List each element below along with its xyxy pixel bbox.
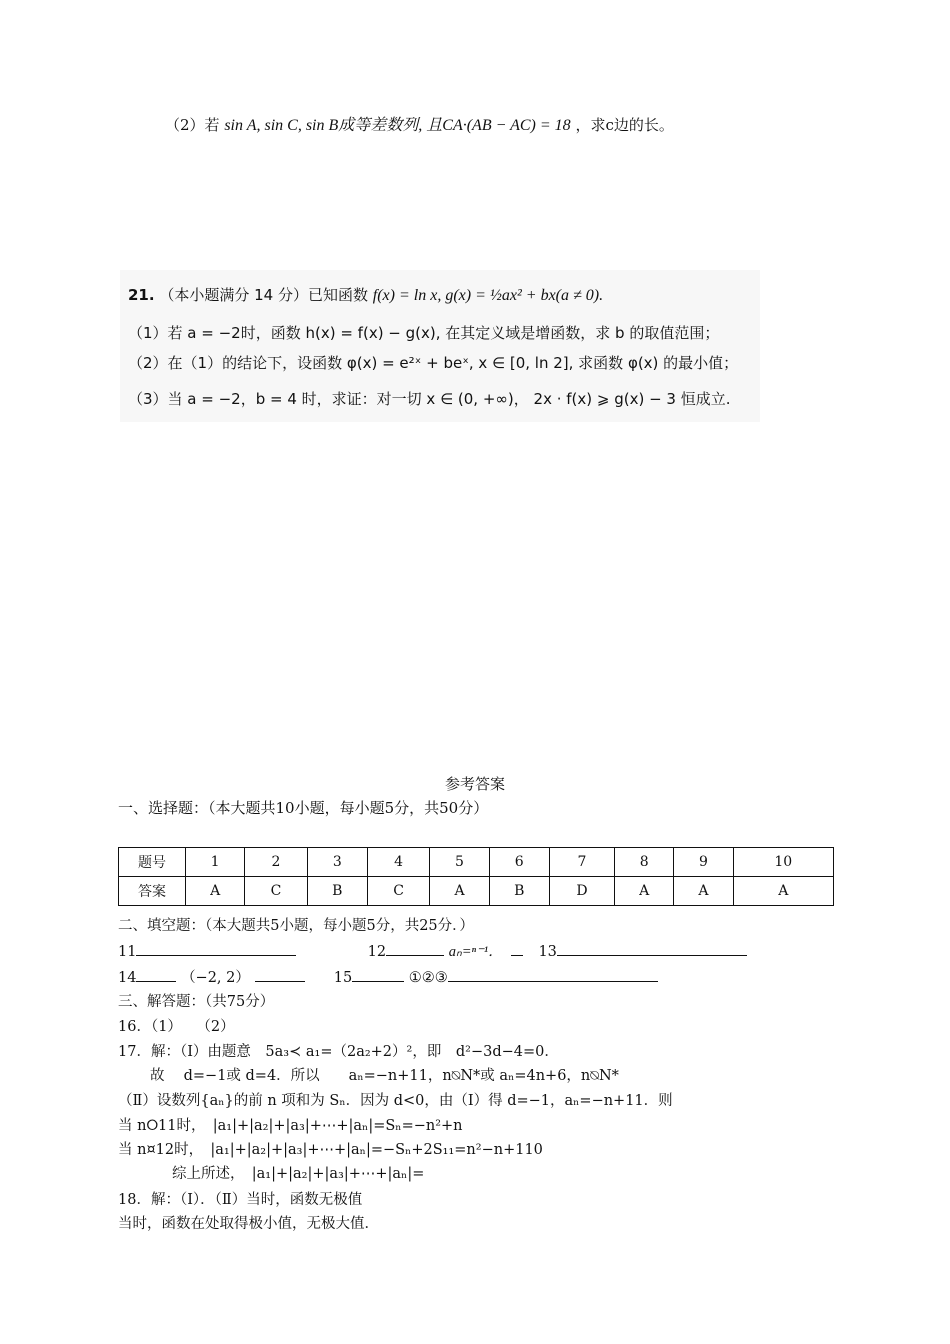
fill-q14-tail-blank [255,967,305,982]
q21-number: 21. [128,286,155,304]
q21-header-math: f(x) = ln x, g(x) = ½ax² + bx(a ≠ 0). [372,287,604,304]
fill-q15-answer: ①②③ [408,970,448,986]
q20-math: sin A, sin C, sin B成等差数列, 且CA·(AB − AC) = 18 [224,117,571,134]
table-cell-choice: A [430,877,489,906]
table-cell-choice: C [367,877,429,906]
fill-q12-answer: aₙ=ⁿ⁻¹． [448,944,503,960]
answer-17-line3: （Ⅱ）设数列{aₙ}的前 n 项和为 Sₙ．因为 d<0，由（Ⅰ）得 d=−1，aₙ=−n+11．则 [118,1093,673,1109]
table-row-choices [119,877,834,906]
fill-q14-label: 14 [118,970,137,986]
table-cell-choice: B [489,877,549,906]
fill-q11-blank [136,941,296,956]
fill-q11-label: 11 [118,944,137,960]
answer-table [118,847,834,906]
table-cell-number: 3 [307,848,367,877]
table-cell-number: 2 [245,848,307,877]
table-cell-choice: C [245,877,307,906]
question-20-part2 [165,112,674,135]
table-cell-number: 7 [549,848,614,877]
question-21-block [120,270,760,422]
q21-title [128,284,603,305]
table-cell-choice: A [615,877,674,906]
q20-prefix: （2）若 [165,116,220,134]
section2-heading: 二、填空题：（本大题共5小题，每小题5分，共25分．） [118,918,474,934]
q21-part1: （1）若 a = −2时，函数 h(x) = f(x) − g(x), 在其定义域是增函数，求 b 的取值范围； [128,324,720,342]
answer-17-line2: 故 d=−1或 d=4．所以 aₙ=−n+11，n⍉N*或 aₙ=4n+6，n⍉N* [150,1068,619,1084]
fill-q13-label: 13 [538,944,557,960]
table-answer-label: 答案 [119,877,186,906]
answer-18-line2: 当时，函数在处取得极小值，无极大值． [118,1216,379,1232]
fill-q14-answer: （−2, 2） [181,970,250,986]
answer-17-line4: 当 n⭘11时， |a₁|+|a₂|+|a₃|+⋯+|aₙ|=Sₙ=−n²+n [118,1118,463,1134]
fill-q12-blank [386,941,444,956]
fill-q13-blank [557,941,747,956]
table-cell-choice: A [186,877,245,906]
fill-q12-tail-blank [511,941,523,956]
table-header-label: 题号 [119,848,186,877]
answer-17-line1: 17．解：（Ⅰ）由题意 5a₃≺ a₁=（2a₂+2）²，即 d²−3d−4=0． [118,1044,559,1060]
table-cell-choice: D [549,877,614,906]
fill-line-2 [118,966,658,987]
q20-suffix: ，求c边的长。 [575,116,674,134]
table-cell-choice: B [307,877,367,906]
answer-18-line1: 18．解：（Ⅰ）．（Ⅱ）当时，函数无极值 [118,1192,363,1208]
q21-header: （本小题满分 14 分）已知函数 [159,286,368,304]
table-cell-number: 4 [367,848,429,877]
q21-part3: （3）当 a = −2，b = 4 时，求证：对一切 x ∈ (0, +∞)， 2x · f(x) ⩾ g(x) − 3 恒成立. [128,390,731,408]
answers-heading: 参考答案 [444,775,505,793]
fill-q15-tail-blank [448,967,658,982]
fill-q12-label: 12 [367,944,387,960]
answer-17-line6: 综上所述， |a₁|+|a₂|+|a₃|+⋯+|aₙ|= [172,1166,425,1182]
table-cell-number: 5 [430,848,489,877]
q21-part2: （2）在（1）的结论下，设函数 φ(x) = e²ˣ + beˣ, x ∈ [0, ln 2], 求函数 φ(x) 的最小值； [128,354,739,372]
answer-16: 16．（1） （2） [118,1019,235,1035]
table-row-numbers [119,848,834,877]
table-cell-number: 10 [733,848,833,877]
fill-line-1 [118,940,747,961]
fill-q15-label: 15 [333,970,353,986]
table-cell-number: 8 [615,848,674,877]
fill-q15-blank [352,967,404,982]
table-cell-choice: A [674,877,733,906]
answer-17-line5: 当 n¤12时， |a₁|+|a₂|+|a₃|+⋯+|aₙ|=−Sₙ+2S₁₁=n²−n+110 [118,1142,543,1158]
table-cell-number: 1 [186,848,245,877]
table-cell-number: 6 [489,848,549,877]
fill-q14-blank [136,967,176,982]
table-cell-choice: A [733,877,833,906]
table-cell-number: 9 [674,848,733,877]
section3-heading: 三、解答题：（共75分） [118,994,275,1010]
section1-heading: 一、选择题：（本大题共10小题，每小题5分，共50分） [118,799,489,817]
